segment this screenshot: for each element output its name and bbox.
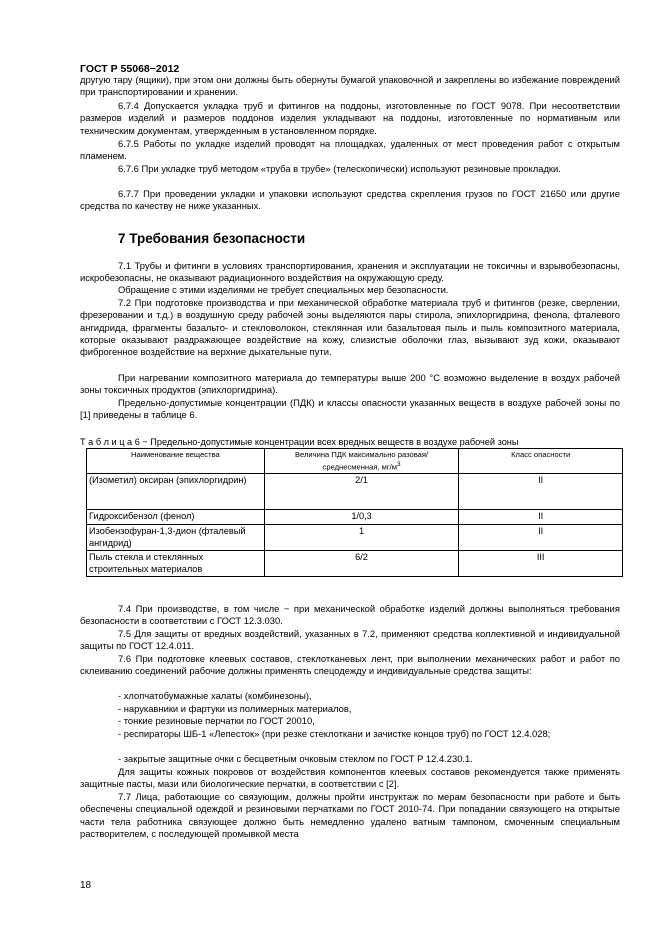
document-header: ГОСТ Р 55068−2012 <box>80 63 180 75</box>
table-row <box>87 510 623 525</box>
table-header-mac-text: Величина ПДК максимально разовая/среднесменная, мг/м <box>294 450 429 472</box>
table-6-caption-label: Т а б л и ц а 6 <box>80 437 140 447</box>
table-row <box>87 525 623 551</box>
table-6-caption <box>80 437 518 447</box>
table-cell-hazard-class: II <box>459 474 623 510</box>
table-cell-substance: Пыль стекла и стеклянных строительных материалов <box>87 551 265 577</box>
table-cell-mac: 2/1 <box>264 474 459 510</box>
table-cell-hazard-class: III <box>459 551 623 577</box>
paragraph-7-6-b: Для защиты кожных покровов от воздействия компонентов клеевых составов рекомендуется также применять защитные пасты, мази или биологические перчатки, в соответствии с [2]. <box>80 766 620 790</box>
table-cell-mac: 1 <box>264 525 459 551</box>
paragraph-7-4: 7.4 При производстве, в том числе − при механической обработке изделий должны выполняться требования безопасности в соответствии с ГОСТ 12.3.030. <box>80 603 620 627</box>
table-cell-substance: Изобензофуран-1,3-дион (фталевый ангидрид) <box>87 525 265 551</box>
paragraph-7-1: 7.1 Трубы и фитинги в условиях транспортирования, хранения и эксплуатации не токсичны и взрывобезопасны, искробезопасны, не оказывают радиационного воздействия на окружающую среду. <box>80 260 620 284</box>
paragraph-7-1-b: Обращение с этими изделиями не требует специальных мер безопасности. <box>118 284 449 295</box>
table-cell-substance: (Изометил) оксиран (эпихлоргидрин) <box>87 474 265 510</box>
table-cell-mac: 1/0,3 <box>264 510 459 525</box>
paragraph-6-7-6: 6.7.6 При укладке труб методом «труба в трубе» (телескопически) используют резиновые прокладки. <box>118 163 561 174</box>
table-6-caption-text: − Предельно-допустимые концентрации всех вредных веществ в воздухе рабочей зоны <box>139 437 519 447</box>
paragraph-7-5: 7.5 Для защиты от вредных воздействий, указанных в 7.2, применяют средства коллективной и индивидуальной защиты по ГОСТ 12.4.011. <box>80 628 620 652</box>
page-number: 18 <box>80 880 92 891</box>
table-cell-substance: Гидроксибензол (фенол) <box>87 510 265 525</box>
paragraph-7-2-c: Предельно-допустимые концентрации (ПДК) и классы опасности указанных веществ в воздухе рабочей зоны по [1] приведены в таблице 6. <box>80 397 620 421</box>
table-cell-hazard-class: II <box>459 510 623 525</box>
table-row <box>87 551 623 577</box>
paragraph-packaging-cont: другую тару (ящики), при этом они должны быть обернуты бумагой упаковочной и закреплены во избежание повреждений при транспортировании и хранении. <box>80 74 620 98</box>
table-header-mac <box>264 449 459 474</box>
paragraph-6-7-7: 6.7.7 При проведении укладки и упаковки используют средства скрепления грузов по ГОСТ 21650 или другие средства по качеству не ниже указанных. <box>80 188 620 212</box>
table-header-row <box>87 449 623 474</box>
table-header-hazard-class: Класс опасности <box>459 449 623 474</box>
list-item: - нарукавники и фартуки из полимерных материалов, <box>118 703 352 714</box>
table-cell-mac: 6/2 <box>264 551 459 577</box>
table-header-mac-unit-sup: 3 <box>396 460 401 468</box>
paragraph-6-7-5: 6.7.5 Работы по укладке изделий проводят на площадках, удаленных от мест проведения работ с открытым пламенем. <box>80 138 620 162</box>
section-7-heading: 7 Требования безопасности <box>118 231 306 246</box>
table-cell-hazard-class: II <box>459 525 623 551</box>
list-item: - тонкие резиновые перчатки по ГОСТ 20010, <box>118 715 315 726</box>
list-item: - хлопчатобумажные халаты (комбинезоны), <box>118 690 312 701</box>
table-row <box>87 474 623 510</box>
paragraph-7-7: 7.7 Лица, работающие со связующим, должны пройти инструктаж по мерам безопасности при работе и быть обеспечены специальной одеждой и резиновыми перчатками по ГОСТ 2010-74. При попадании связующего на открытые части тела работника связующее должно быть немедленно удалено ватным тампоном, смоченным специальным растворителем, с последующей промывкой места <box>80 791 620 839</box>
paragraph-7-2: 7.2 При подготовке производства и при механической обработке материала труб и фитингов (резке, сверлении, фрезеровании и т.д.) в воздушную среду рабочей зоны выделяются пары стирола, эпихлоргидрина, фенола, фталевого ангидрида, фрагменты базальто- и стекловолокон, стеклянная или базальтовая пыль и пыль композитного материала, которые оказывают раздражающее воздействие на кожу, слизистые оболочки глаз, вызывают зуд кожи, оказывают фиброгенное воздействие на верхние дыхательные пути. <box>80 297 620 358</box>
table-6 <box>86 448 623 577</box>
paragraph-6-7-4: 6.7.4 Допускается укладка труб и фитингов на поддоны, изготовленные по ГОСТ 9078. При несоответствии размеров изделий и размеров поддонов изделия укладывают на поддоны, изготовленные по нормативным или техническим документам, утвержденным в установленном порядке. <box>80 100 620 136</box>
list-item: - респираторы ШБ-1 «Лепесток» (при резке стеклоткани и зачистке концов труб) по ГОСТ 12.4.028; <box>118 728 551 739</box>
list-item: - закрытые защитные очки с бесцветным очковым стеклом по ГОСТ Р 12.4.230.1. <box>118 753 473 764</box>
paragraph-7-2-b: При нагревании композитного материала до температуры выше 200 °С возможно выделение в воздух рабочей зоны токсичных продуктов (эпихлоргидрина). <box>80 372 620 396</box>
paragraph-7-6: 7.6 При подготовке клеевых составов, стеклотканевых лент, при выполнении механических работ и работ по склеиванию соединений рабочие должны применять спецодежду и индивидуальные средства защиты: <box>80 653 620 677</box>
table-header-substance: Наименование вещества <box>87 449 265 474</box>
